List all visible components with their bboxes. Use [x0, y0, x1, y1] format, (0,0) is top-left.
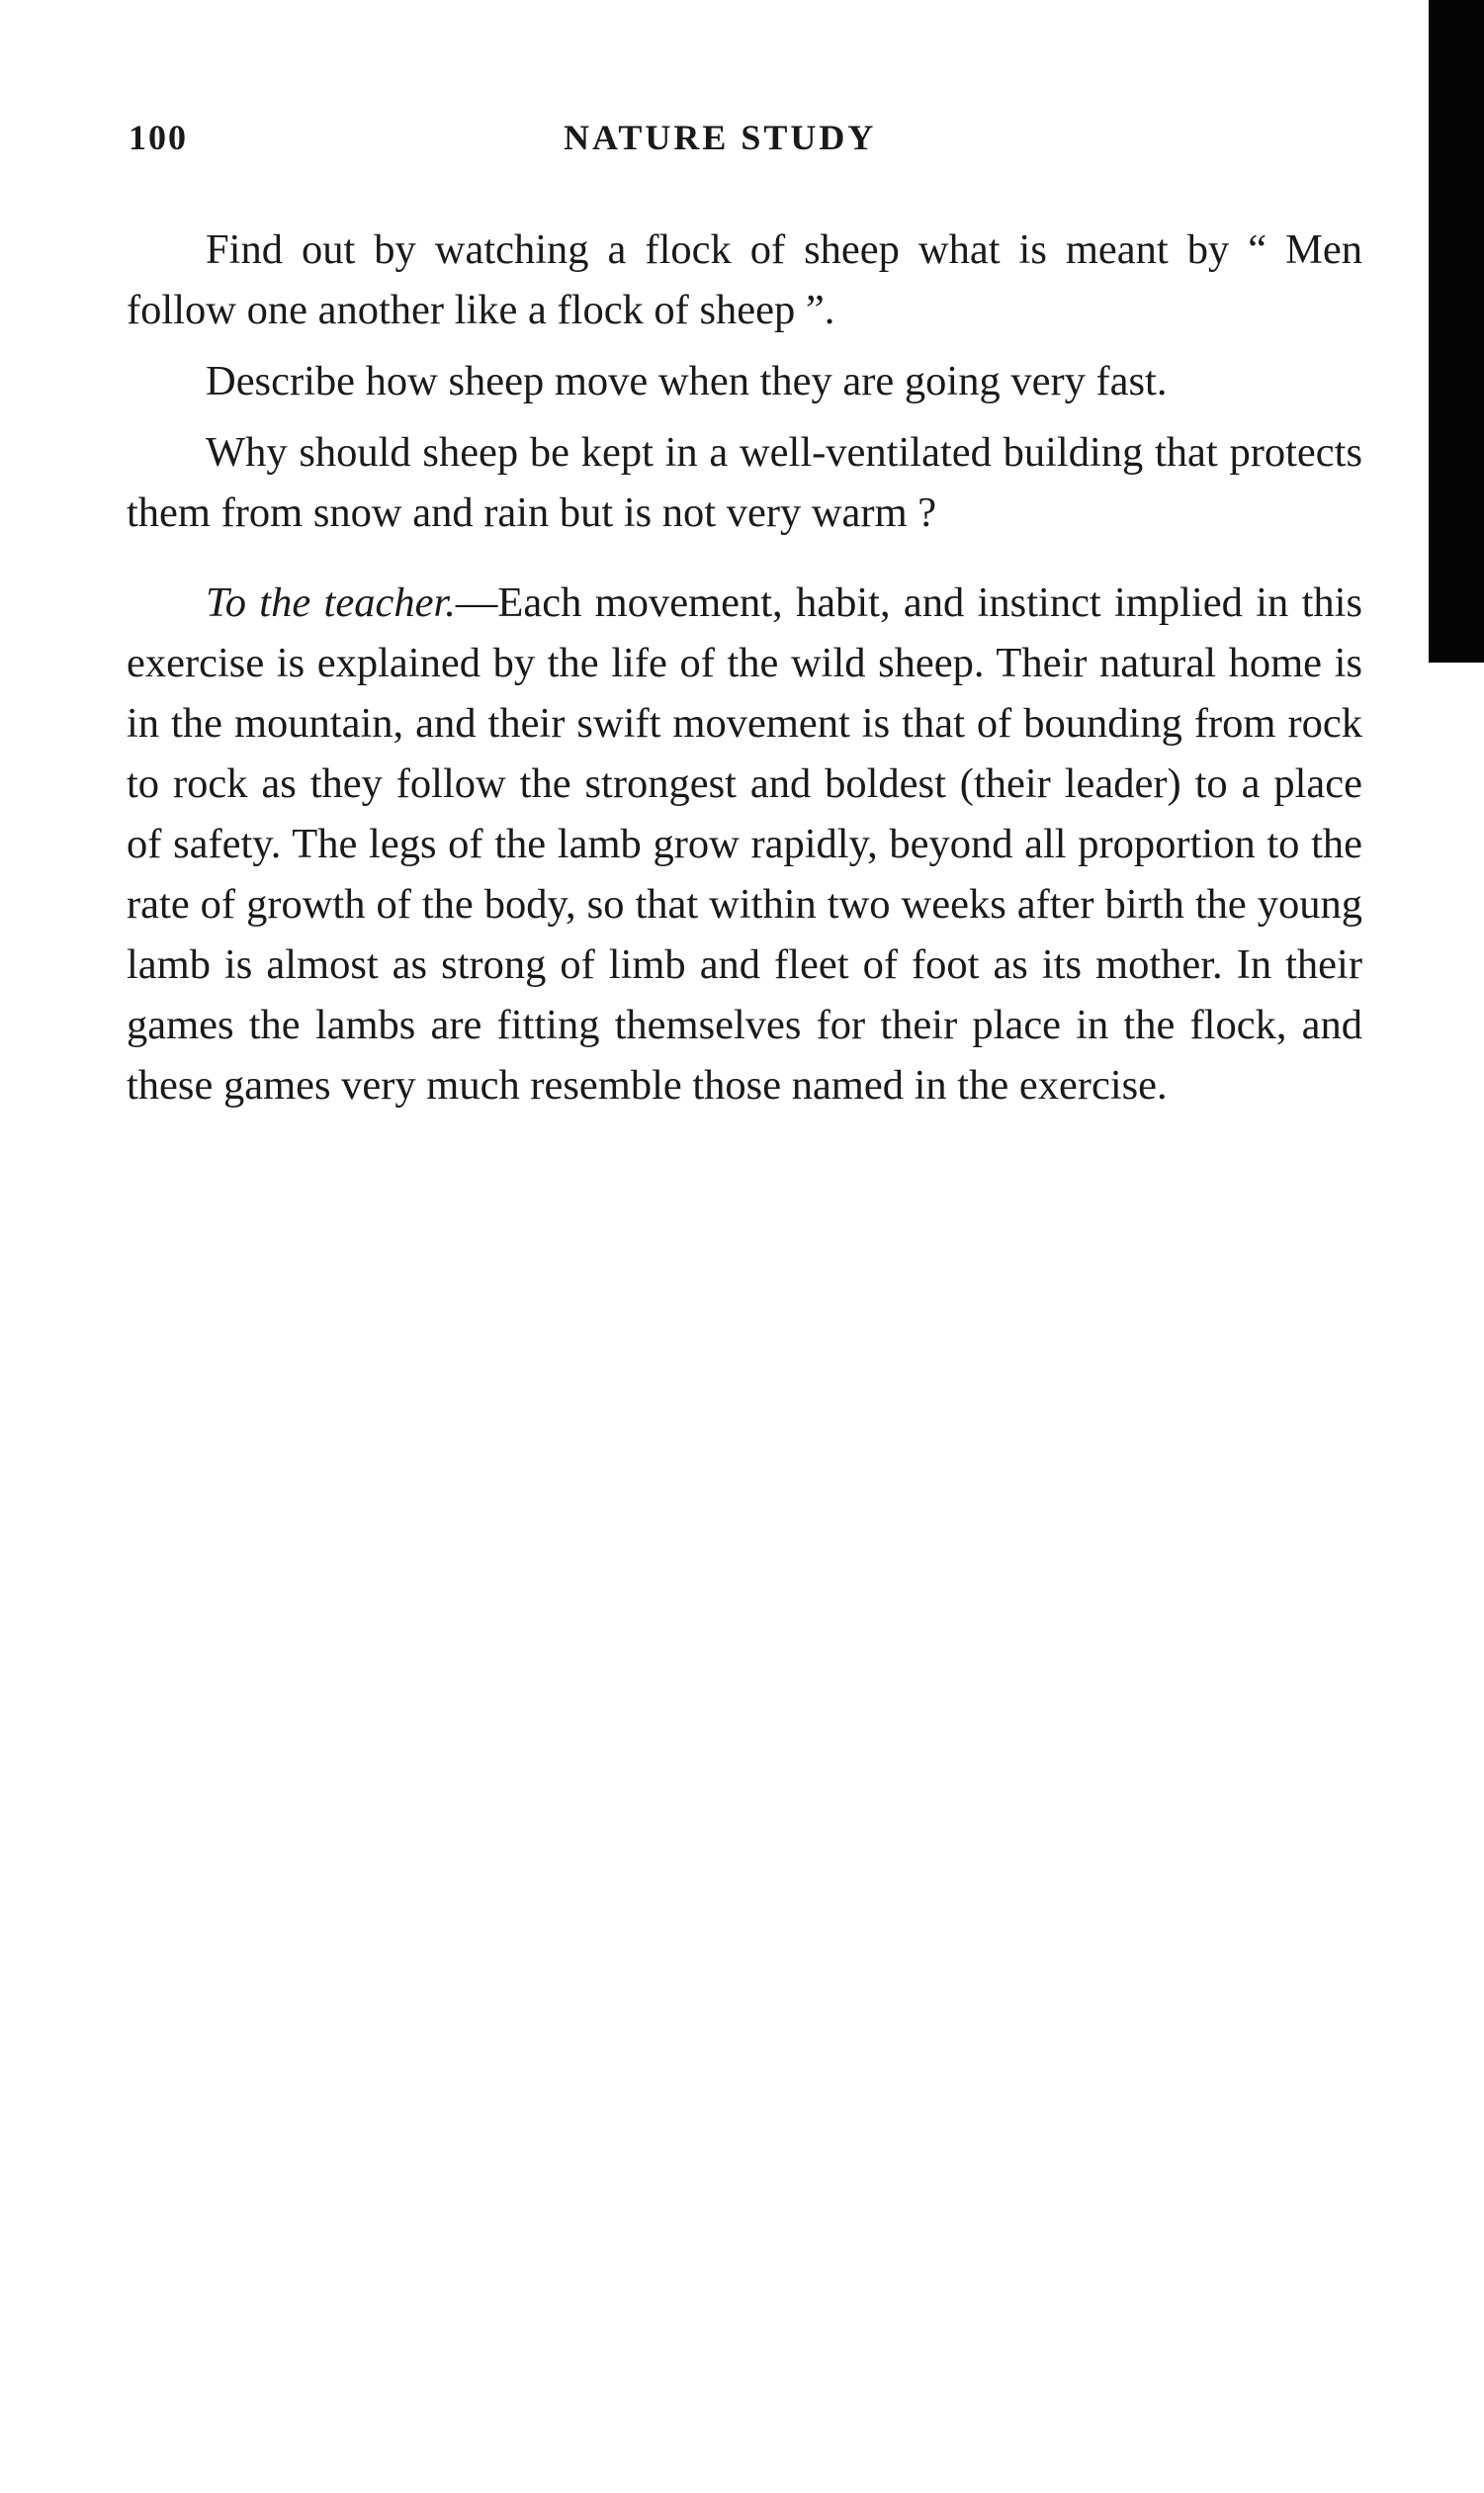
scan-dark-edge: [1429, 0, 1484, 663]
teacher-note: [127, 573, 1362, 1115]
body-text: [127, 220, 1362, 1126]
page-header: [129, 117, 1364, 166]
paragraph-ventilation: Why should sheep be kept in a well-ventilated building that protects them from snow and rain but is not very warm ?: [127, 429, 1362, 536]
page-number: 100: [129, 118, 188, 157]
teacher-note-lead: To the teacher.: [206, 579, 456, 626]
running-head: NATURE STUDY: [564, 118, 877, 157]
paragraph-flock: Find out by watching a flock of sheep what is meant by “ Men follow one another like a flock of sheep ”.: [127, 226, 1362, 333]
teacher-note-text: —Each movement, habit, and instinct implied in this exercise is explained by the life of the wild sheep. Their natural home is in the mountain, and their swift movement is that of bounding from rock to rock as they follow the strongest and boldest (their leader) to a place of safety. The legs of the lamb grow rapidly, beyond all proportion to the rate of growth of the body, so that within two weeks after birth the young lamb is almost as strong of limb and fleet of foot as its mother. In their games the lambs are fitting themselves for their place in the flock, and these games very much resemble those named in the exercise.: [127, 579, 1363, 1109]
paragraph-movement: Describe how sheep move when they are going very fast.: [206, 358, 1168, 404]
